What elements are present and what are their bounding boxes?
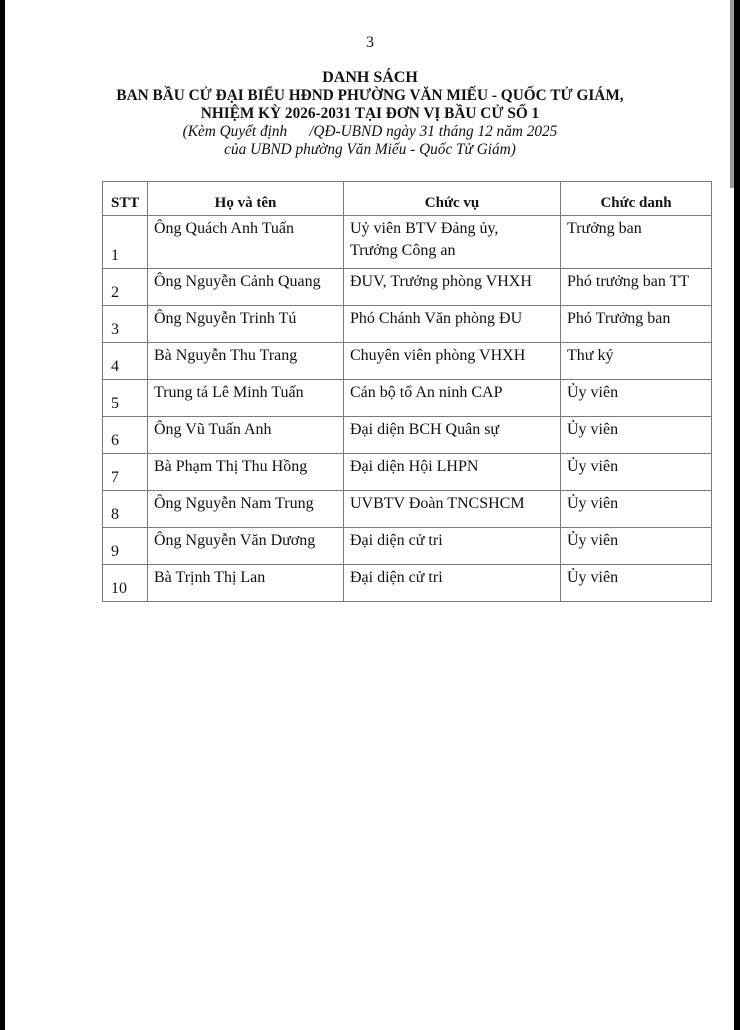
cell-role: Ủy viên <box>561 491 712 528</box>
cell-stt: 8 <box>103 491 148 528</box>
header-stt: STT <box>103 182 148 216</box>
header-name: Họ và tên <box>148 182 344 216</box>
table-row <box>103 454 712 491</box>
cell-role: Phó Trưởng ban <box>561 306 712 343</box>
document-subtitle-line1: BAN BẦU CỬ ĐẠI BIỂU HĐND PHƯỜNG VĂN MIẾU - QUỐC TỬ GIÁM, <box>116 87 624 104</box>
cell-name: Bà Trịnh Thị Lan <box>148 565 344 602</box>
document-subtitle-line2: NHIỆM KỲ 2026-2031 TẠI ĐƠN VỊ BẦU CỬ SỐ 1 <box>200 105 540 122</box>
cell-stt: 5 <box>103 380 148 417</box>
cell-name: Ông Vũ Tuấn Anh <box>148 417 344 454</box>
cell-stt: 7 <box>103 454 148 491</box>
cell-position: Chuyên viên phòng VHXH <box>344 343 561 380</box>
table-row <box>103 306 712 343</box>
cell-role: Ủy viên <box>561 454 712 491</box>
cell-stt: 10 <box>103 565 148 602</box>
table-row <box>103 565 712 602</box>
cell-stt: 2 <box>103 269 148 306</box>
cell-role: Ủy viên <box>561 417 712 454</box>
table-row <box>103 343 712 380</box>
cell-position: Đại diện cử tri <box>344 565 561 602</box>
decision-reference-prefix: (Kèm Quyết định <box>182 123 288 140</box>
cell-stt: 1 <box>103 216 148 269</box>
cell-position: Đại diện Hội LHPN <box>344 454 561 491</box>
cell-position: Cán bộ tổ An ninh CAP <box>344 380 561 417</box>
decision-reference <box>0 123 740 141</box>
table-row <box>103 216 712 269</box>
issuing-authority: của UBND phường Văn Miếu - Quốc Tử Giám) <box>224 141 516 158</box>
cell-stt: 4 <box>103 343 148 380</box>
cell-role: Ủy viên <box>561 380 712 417</box>
cell-position: Đại diện cử tri <box>344 528 561 565</box>
cell-role: Phó trưởng ban TT <box>561 269 712 306</box>
election-board-table <box>102 181 712 602</box>
cell-role: Trưởng ban <box>561 216 712 269</box>
table-row <box>103 380 712 417</box>
decision-reference-date: /QĐ-UBND ngày 31 tháng 12 năm 2025 <box>309 123 558 140</box>
cell-stt: 9 <box>103 528 148 565</box>
cell-stt: 3 <box>103 306 148 343</box>
cell-name: Trung tá Lê Minh Tuấn <box>148 380 344 417</box>
cell-role: Ủy viên <box>561 565 712 602</box>
table-header-row <box>103 182 712 216</box>
cell-position: UVBTV Đoàn TNCSHCM <box>344 491 561 528</box>
cell-name: Ông Nguyễn Nam Trung <box>148 491 344 528</box>
document-heading <box>0 68 740 159</box>
header-position: Chức vụ <box>344 182 561 216</box>
cell-position: Đại diện BCH Quân sự <box>344 417 561 454</box>
cell-position: Phó Chánh Văn phòng ĐU <box>344 306 561 343</box>
cell-stt: 6 <box>103 417 148 454</box>
cell-name: Bà Nguyễn Thu Trang <box>148 343 344 380</box>
cell-position <box>344 216 561 269</box>
cell-position: ĐUV, Trưởng phòng VHXH <box>344 269 561 306</box>
cell-position-line2: Trưởng Công an <box>350 242 456 259</box>
cell-position-line1: Uỷ viên BTV Đảng ủy, <box>350 220 499 237</box>
cell-name: Bà Phạm Thị Thu Hồng <box>148 454 344 491</box>
document-title: DANH SÁCH <box>322 69 418 86</box>
page-number: 3 <box>366 34 374 51</box>
header-role: Chức danh <box>561 182 712 216</box>
table-row <box>103 491 712 528</box>
cell-role: Ủy viên <box>561 528 712 565</box>
cell-role: Thư ký <box>561 343 712 380</box>
table-row <box>103 269 712 306</box>
cell-name: Ông Quách Anh Tuấn <box>148 216 344 269</box>
cell-name: Ông Nguyễn Cảnh Quang <box>148 269 344 306</box>
table-row <box>103 417 712 454</box>
cell-name: Ông Nguyễn Trinh Tú <box>148 306 344 343</box>
cell-name: Ông Nguyễn Văn Dương <box>148 528 344 565</box>
table-row <box>103 528 712 565</box>
